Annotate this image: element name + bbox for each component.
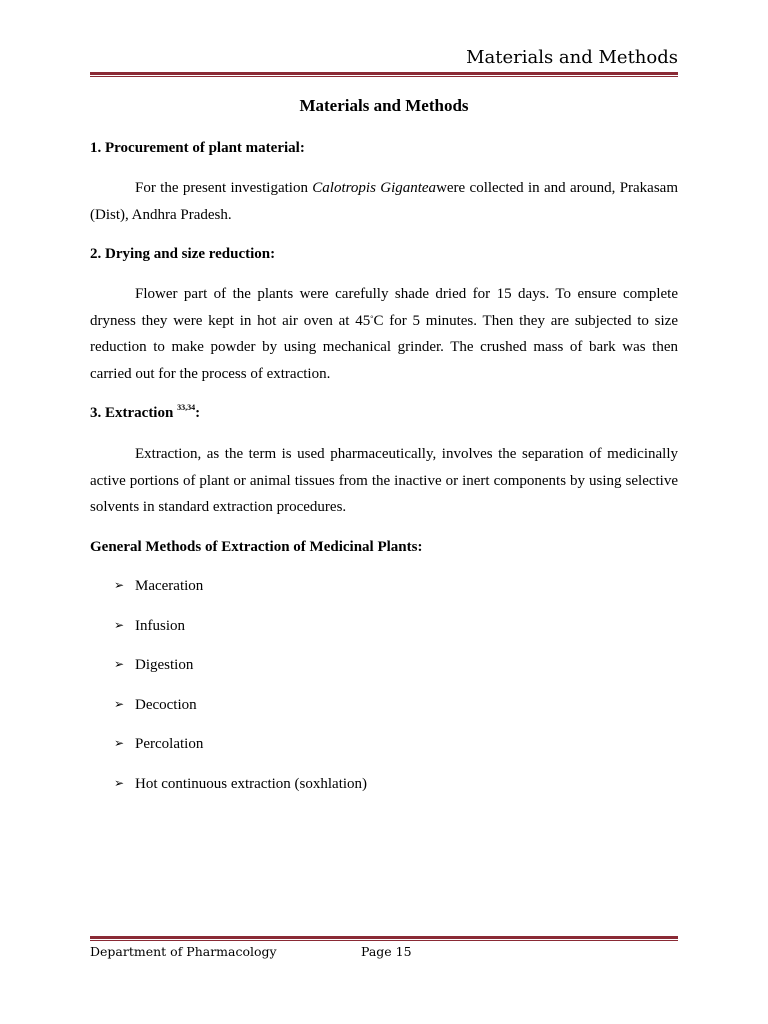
page-title: Materials and Methods [299, 96, 469, 115]
arrowhead-bullet-icon: ➢ [114, 736, 125, 751]
arrowhead-bullet-icon: ➢ [114, 657, 125, 672]
footer-department: Department of Pharmacology [90, 944, 277, 959]
list-item: ➢ Maceration [114, 574, 367, 614]
species-name: Calotropis Gigantea [312, 180, 437, 196]
arrowhead-bullet-icon: ➢ [114, 578, 125, 592]
running-header-title: Materials and Methods [466, 47, 678, 68]
section-3-heading: 3. Extraction $^{33,34}$: [90, 403, 201, 421]
list-item: ➢ Infusion [114, 614, 367, 654]
list-item: ➢ Percolation [114, 732, 367, 772]
section-2-paragraph: Flower part of the plants were carefully shade dried for 15 days. To ensure complete dryness they were kept in hot air oven at 45°C for 5 minutes. Then they are subjected to size reduction to make powder by using mechanical grinder. The crushed mass of bark was then carried out for the process of extraction. [90, 286, 678, 383]
section-1-paragraph: For the present investigation Calotropis Giganteawere collected in and around, Prakasam (Dist), Andhra Pradesh. [90, 180, 679, 223]
section-2-heading: 2. Drying and size reduction: [90, 246, 276, 262]
section-3-paragraph: Extraction, as the term is used pharmaceutically, involves the separation of medicinally active portions of plant or animal tissues from the inactive or inert components by using selective solvents in standard extraction procedures. [90, 446, 678, 516]
methods-list [114, 574, 367, 812]
list-item: ➢ Hot continuous extraction (soxhlation) [114, 772, 367, 812]
degree-symbol: ° [370, 313, 374, 323]
footer-rule [90, 936, 678, 941]
header-rule [90, 72, 678, 77]
methods-heading: General Methods of Extraction of Medicinal Plants: [90, 539, 423, 555]
list-item: ➢ Digestion [114, 653, 367, 693]
page-number: Page 15 [361, 944, 412, 959]
list-item: ➢ Decoction [114, 693, 367, 733]
section-1-heading: 1. Procurement of plant material: [90, 140, 305, 156]
arrowhead-bullet-icon: ➢ [114, 617, 125, 632]
arrowhead-bullet-icon: ➢ [114, 696, 125, 711]
citation-ref: 33,34 [177, 403, 196, 412]
arrowhead-bullet-icon: ➢ [114, 775, 125, 790]
